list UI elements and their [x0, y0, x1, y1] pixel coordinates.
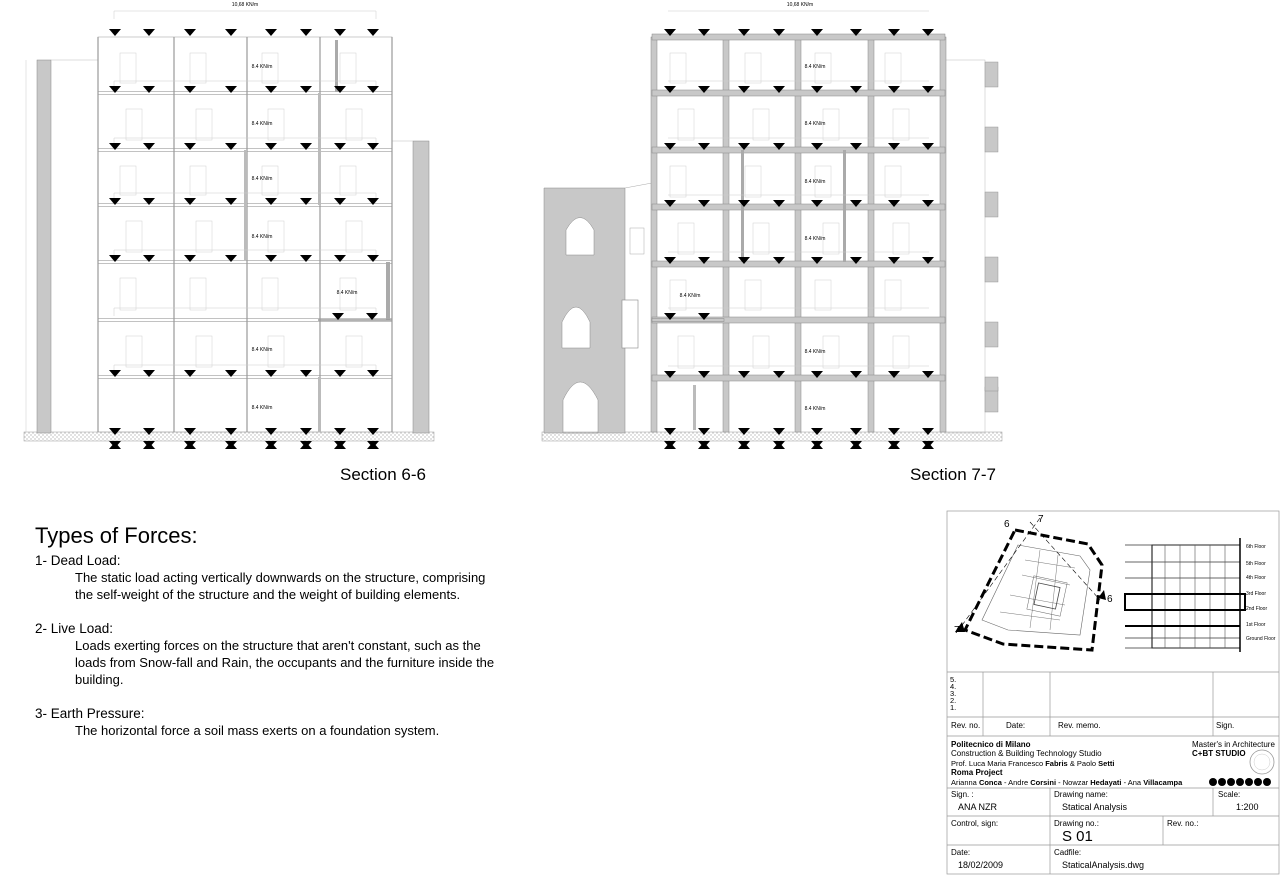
project-name: Roma Project — [951, 768, 1003, 777]
opening — [196, 109, 212, 140]
opening — [346, 221, 362, 252]
load-arrow — [109, 29, 121, 36]
wall-segment — [985, 62, 998, 87]
load-label: 8.4 KN/m — [804, 349, 826, 355]
rev-memo-header: Rev. memo. — [1058, 721, 1101, 730]
opening — [745, 166, 761, 197]
opening — [126, 109, 142, 140]
studio-logo — [1250, 750, 1274, 774]
load-label: 8.4 KN/m — [804, 121, 826, 127]
drawing-no-label: Drawing no.: — [1054, 819, 1099, 828]
wall-segment — [985, 322, 998, 347]
section-6-6-frame — [98, 2, 392, 449]
date-header: Date: — [1006, 721, 1026, 730]
opening — [196, 336, 212, 367]
floor-slab — [98, 261, 392, 264]
load-arrow — [225, 29, 237, 36]
load-label: 8.4 KN/m — [336, 290, 358, 296]
cadfile-label: Cadfile: — [1054, 848, 1082, 857]
scale-label: Scale: — [1218, 790, 1241, 799]
dot — [1254, 778, 1262, 786]
studio-name-line: Construction & Building Technology Studio — [951, 749, 1102, 758]
dot — [1227, 778, 1235, 786]
opening — [120, 166, 136, 195]
opening — [885, 166, 901, 197]
professors — [951, 759, 1114, 768]
post — [843, 150, 846, 262]
scale-value: 1:200 — [1236, 802, 1259, 812]
wall-segment — [985, 257, 998, 282]
load-label: 8.4 KN/m — [804, 64, 826, 70]
dot — [1218, 778, 1226, 786]
opening — [885, 53, 901, 83]
opening — [120, 278, 136, 310]
opening — [340, 166, 356, 195]
student-first: Arianna — [951, 778, 979, 787]
floor-slab — [652, 375, 945, 381]
student-first: - Ana — [1121, 778, 1144, 787]
rev-number: 1. — [950, 703, 957, 712]
floor-slab — [652, 147, 945, 153]
floor-label: 6th Floor — [1246, 544, 1266, 550]
opening — [678, 109, 694, 140]
opening — [340, 53, 356, 83]
load-label: 8.4 KN/m — [251, 234, 273, 240]
sign-header: Sign. — [1216, 721, 1235, 730]
floor-label: 5th Floor — [1246, 561, 1266, 567]
right-neighbour-wall — [413, 141, 429, 433]
professor-2: Setti — [1098, 759, 1115, 768]
opening — [885, 280, 901, 310]
control-label: Control, sign: — [951, 819, 999, 828]
left-neighbour-wall — [37, 60, 51, 433]
opening — [190, 278, 206, 310]
drawing-name: Statical Analysis — [1062, 802, 1128, 812]
professor-1: Fabris — [1045, 759, 1068, 768]
load-label: 10,68 KN/m — [786, 2, 814, 8]
opening — [815, 280, 831, 310]
post — [244, 150, 247, 260]
students — [951, 778, 1182, 787]
opening — [346, 336, 362, 367]
floor-label: Ground Floor — [1246, 636, 1276, 642]
keyplan-marker-7-top: 7 — [1038, 514, 1044, 525]
rev-number: 2. — [950, 696, 957, 705]
keyplan-marker-7-left: 7 — [954, 625, 960, 636]
post — [318, 93, 321, 205]
opening — [670, 53, 686, 83]
dot — [1209, 778, 1217, 786]
wall-segment — [985, 377, 998, 391]
floor-label: 4th Floor — [1246, 575, 1266, 581]
load-arrow — [334, 29, 346, 36]
floor-label: 2nd Floor — [1246, 606, 1268, 612]
opening — [745, 280, 761, 310]
section-6-6-drawing — [24, 2, 434, 449]
opening — [893, 223, 909, 254]
opening — [670, 166, 686, 197]
load-label: 8.4 KN/m — [804, 236, 826, 242]
date-value: 18/02/2009 — [958, 860, 1004, 870]
sign-field-label: Sign. : — [951, 790, 974, 799]
sign-value: ANA NZR — [958, 802, 998, 812]
section-7-7-drawing — [542, 2, 1002, 449]
load-arrow — [143, 29, 155, 36]
floor-slab — [98, 92, 392, 95]
studio-dots — [1209, 778, 1271, 786]
drawing-number: S 01 — [1062, 828, 1093, 845]
section-band — [1125, 594, 1245, 610]
wall-segment — [985, 127, 998, 152]
load-arrow — [265, 29, 277, 36]
opening — [190, 53, 206, 83]
revision-numbers — [950, 676, 956, 711]
load-label: 8.4 KN/m — [804, 179, 826, 185]
key-elevation — [1125, 538, 1245, 652]
student-last: Conca — [978, 778, 1002, 787]
keyplan-marker-6-right: 6 — [1107, 594, 1113, 605]
opening — [120, 53, 136, 83]
cadfile-name: StaticalAnalysis.dwg — [1062, 860, 1145, 870]
date-field-label: Date: — [951, 848, 971, 857]
opening — [678, 223, 694, 254]
opening — [346, 109, 362, 140]
load-arrow — [367, 29, 379, 36]
opening — [753, 336, 769, 368]
load-label: 8.4 KN/m — [679, 293, 701, 299]
rev-number: 5. — [950, 675, 957, 684]
dead-load-text: The static load acting vertically downwards on the structure, comprising the self-weight of the structure and the weight of building elements. — [75, 570, 486, 602]
post — [693, 385, 696, 430]
keyplan-marker-6-top: 6 — [1004, 519, 1010, 530]
opening — [893, 109, 909, 140]
institution: Politecnico di Milano — [951, 740, 1031, 749]
floor-slab — [652, 319, 724, 322]
floor-slab — [652, 261, 945, 267]
studio-label: C+BT STUDIO — [1192, 749, 1246, 758]
wall-segment — [985, 192, 998, 217]
types-of-forces — [35, 523, 495, 756]
section-7-7-frame — [651, 2, 946, 449]
dead-load-label: 1- Dead Load: — [35, 553, 121, 568]
key-plan — [955, 518, 1106, 650]
student-first: - Nowzar — [1056, 778, 1091, 787]
earth-pressure-text: The horizontal force a soil mass exerts on a foundation system. — [75, 723, 440, 738]
professors-prefix: Prof. Luca Maria Francesco — [951, 759, 1046, 768]
opening — [753, 109, 769, 140]
floor-slab — [652, 90, 945, 96]
rev-no-header: Rev. no. — [951, 721, 981, 730]
load-label: 8.4 KN/m — [251, 347, 273, 353]
professors-mid: & Paolo — [1067, 759, 1099, 768]
floor-slab — [652, 204, 945, 210]
student-last: Corsini — [1030, 778, 1057, 787]
load-arrow — [300, 29, 312, 36]
opening — [753, 223, 769, 254]
opening — [196, 221, 212, 252]
opening — [126, 221, 142, 252]
floor-slab — [98, 376, 392, 379]
post — [318, 377, 321, 432]
earth-pressure-label: 3- Earth Pressure: — [35, 706, 145, 721]
right-wall-strip — [985, 62, 998, 412]
section-6-6-title: Section 6-6 — [340, 465, 426, 484]
rev-number: 3. — [950, 689, 957, 698]
post — [386, 262, 390, 320]
load-label: 8.4 KN/m — [804, 406, 826, 412]
load-arrow — [184, 29, 196, 36]
load-label: 8.4 KN/m — [251, 405, 273, 411]
load-label: 8.4 KN/m — [251, 121, 273, 127]
masters-label: Master's in Architecture — [1192, 740, 1275, 749]
floor-slab — [652, 34, 945, 40]
live-load-label: 2- Live Load: — [35, 621, 114, 636]
rev-no-field-label: Rev. no.: — [1167, 819, 1199, 828]
opening — [262, 278, 278, 310]
forces-heading: Types of Forces: — [35, 523, 198, 548]
opening — [678, 336, 694, 368]
load-label: 8.4 KN/m — [251, 176, 273, 182]
live-load-text: Loads exerting forces on the structure that aren't constant, such as the loads from Snow-fall and Rain, the occupants and the furniture inside the building. — [75, 638, 495, 687]
rev-number: 4. — [950, 682, 957, 691]
student-first: - Andre — [1001, 778, 1031, 787]
opening — [126, 336, 142, 367]
load-label: 10,68 KN/m — [231, 2, 259, 8]
student-last: Villacampa — [1143, 778, 1183, 787]
dot — [1245, 778, 1253, 786]
post — [335, 40, 338, 92]
opening — [190, 166, 206, 195]
opening — [745, 53, 761, 83]
drawing-name-label: Drawing name: — [1054, 790, 1108, 799]
floor-label: 3rd Floor — [1246, 591, 1267, 597]
student-last: Hedayati — [1090, 778, 1122, 787]
ground-strip — [542, 432, 1002, 441]
dot — [1263, 778, 1271, 786]
neighbour-arch-building — [544, 188, 625, 433]
floor-label: 1st Floor — [1246, 622, 1266, 628]
load-label: 8.4 KN/m — [251, 64, 273, 70]
section-7-7-title: Section 7-7 — [910, 465, 996, 484]
dot — [1236, 778, 1244, 786]
opening — [893, 336, 909, 368]
